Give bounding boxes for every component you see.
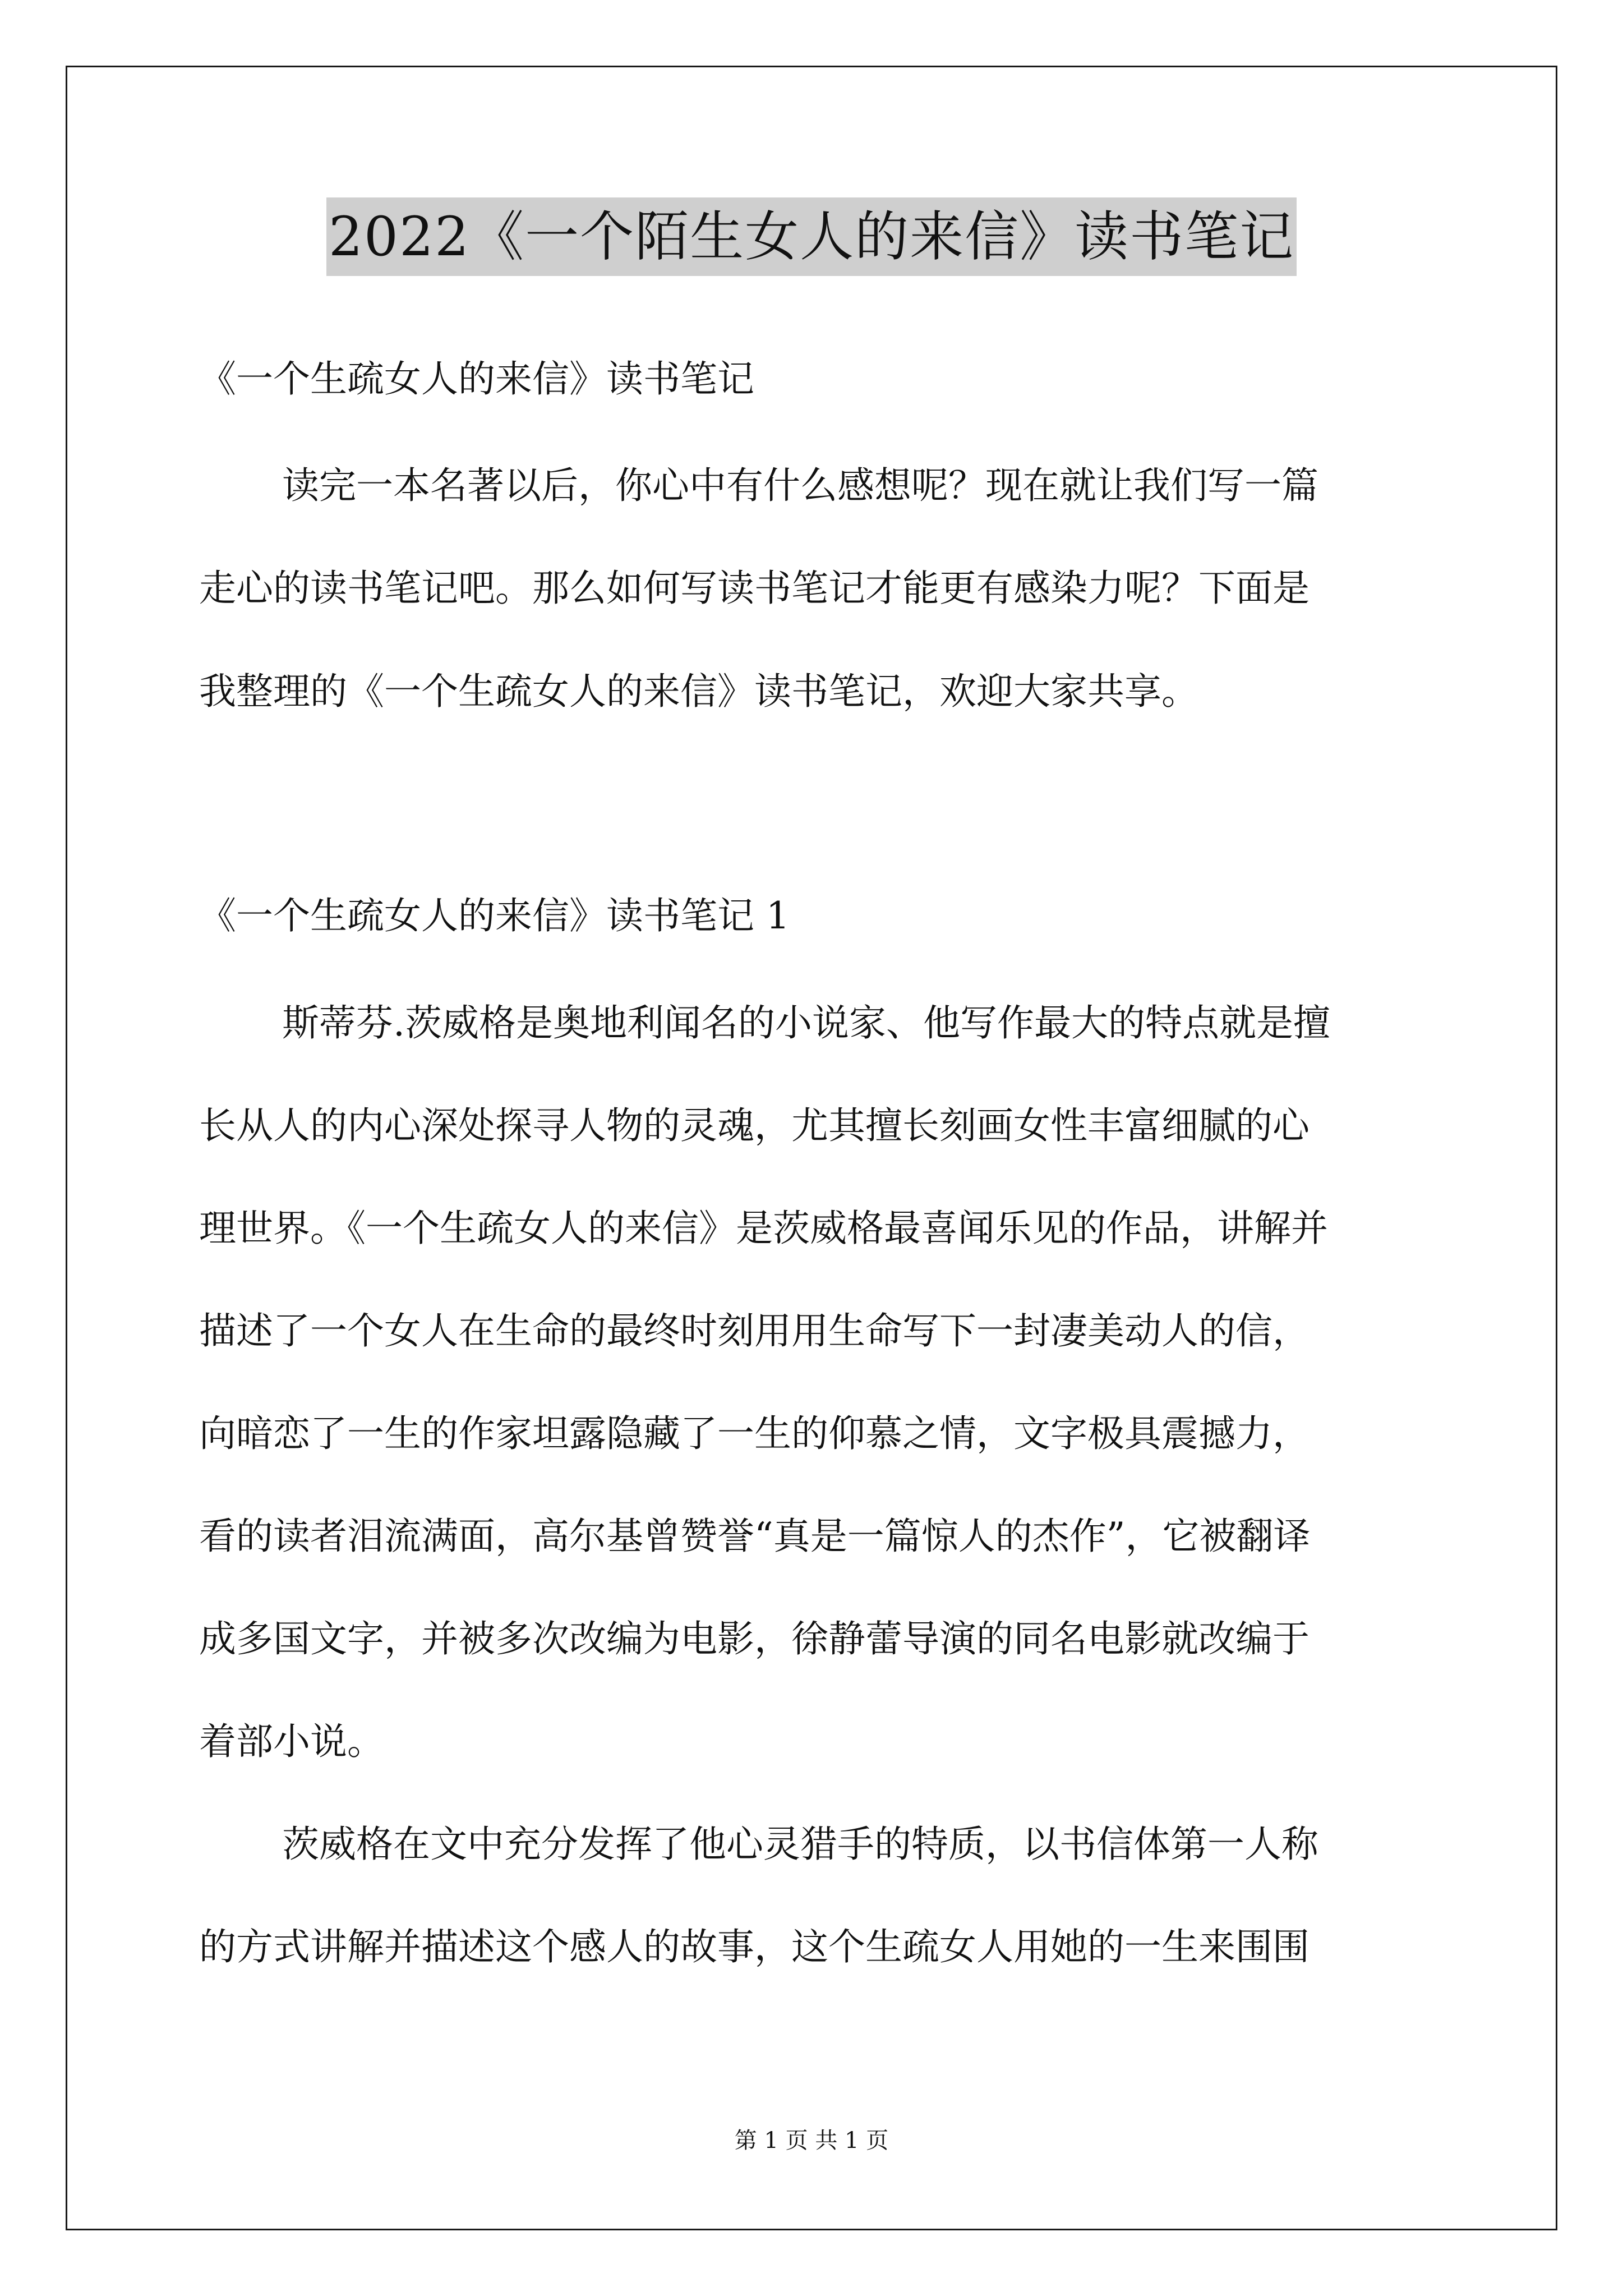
paragraph-line: 走心的读书笔记吧。那么如何写读书笔记才能更有感染力呢？下面是: [199, 567, 1310, 610]
paragraph-line: 茨威格在文中充分发挥了他心灵猎手的特质，以书信体第一人称: [282, 1823, 1318, 1866]
section-heading: 《一个生疏女人的来信》读书笔记 1: [199, 894, 790, 937]
paragraph-line: 描述了一个女人在生命的最终时刻用用生命写下一封凄美动人的信，: [199, 1309, 1310, 1352]
paragraph-line: 的方式讲解并描述这个感人的故事，这个生疏女人用她的一生来围围: [199, 1925, 1310, 1968]
paragraph-line: 看的读者泪流满面，高尔基曾赞誉“真是一篇惊人的杰作”，它被翻译: [199, 1515, 1311, 1558]
paragraph-line: 成多国文字，并被多次改编为电影，徐静蕾导演的同名电影就改编于: [199, 1617, 1310, 1660]
paragraph-line: 着部小说。: [199, 1720, 384, 1763]
paragraph-line: 长从人的内心深处探寻人物的灵魂，尤其擅长刻画女性丰富细腻的心: [199, 1104, 1310, 1147]
paragraph-line: 斯蒂芬.茨威格是奥地利闻名的小说家、他写作最大的特点就是擅: [282, 1001, 1330, 1045]
paragraph-line: 向暗恋了一生的作家坦露隐藏了一生的仰慕之情，文字极具震撼力，: [199, 1412, 1310, 1455]
paragraph-line: 理世界。《一个生疏女人的来信》是茨威格最喜闻乐见的作品，讲解并: [199, 1207, 1328, 1250]
page-number-footer: 第 1 页 共 1 页: [734, 2128, 889, 2154]
section-heading: 《一个生疏女人的来信》读书笔记: [199, 357, 754, 401]
document-title: 2022《一个陌生女人的来信》读书笔记: [326, 197, 1297, 276]
paragraph-line: 读完一本名著以后，你心中有什么感想呢？现在就让我们写一篇: [282, 464, 1318, 507]
title-container: [0, 197, 1623, 276]
paragraph-line: 我整理的《一个生疏女人的来信》读书笔记，欢迎大家共享。: [199, 670, 1198, 713]
